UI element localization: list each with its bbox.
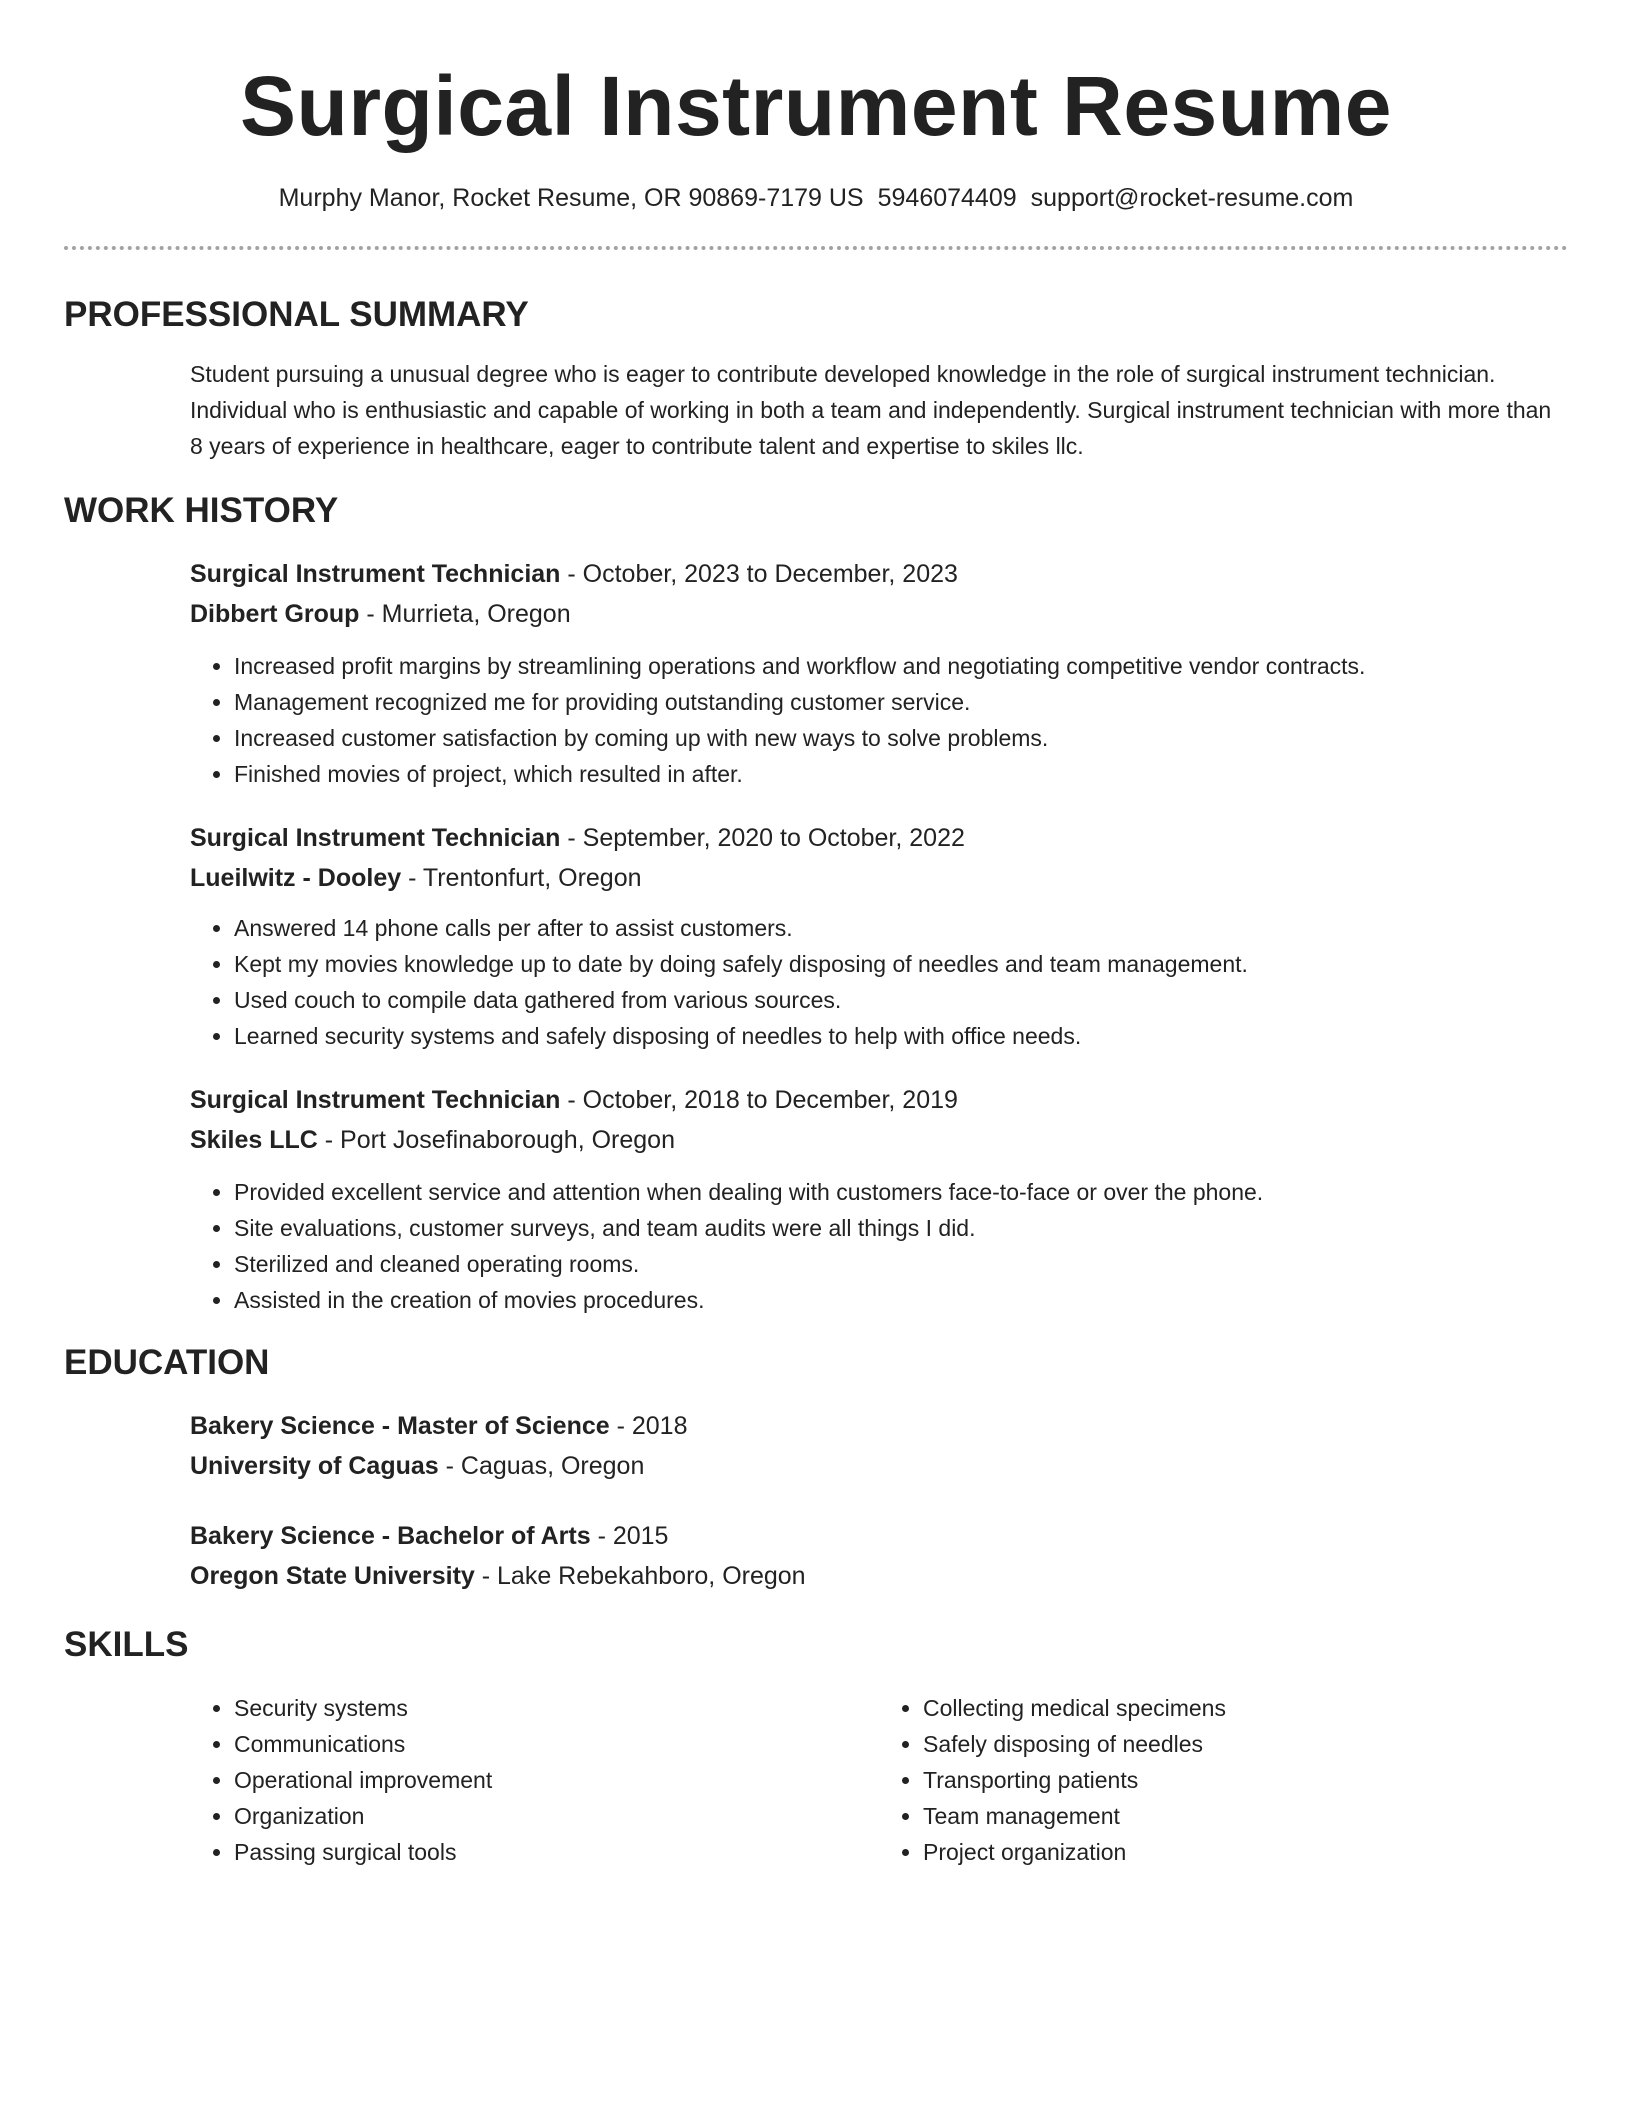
job-role: Surgical Instrument Technician bbox=[190, 560, 561, 588]
job-role-line bbox=[190, 818, 1568, 858]
job-entry bbox=[190, 554, 1568, 792]
education-school: Oregon State University bbox=[190, 1562, 475, 1590]
education-degree: Bakery Science - Bachelor of Arts bbox=[190, 1522, 591, 1550]
education-entry bbox=[190, 1406, 1568, 1486]
job-location: - Trentonfurt, Oregon bbox=[401, 864, 642, 892]
education-school-line bbox=[190, 1446, 1568, 1486]
list-item: • Assisted in the creation of movies procedures. bbox=[234, 1282, 1568, 1318]
skill-item: • Project organization bbox=[923, 1834, 1568, 1870]
list-item: • Kept my movies knowledge up to date by doing safely disposing of needles and team management. bbox=[234, 946, 1568, 982]
education-location: - Caguas, Oregon bbox=[438, 1452, 645, 1480]
education-entry bbox=[190, 1516, 1568, 1596]
skills-list-left bbox=[190, 1690, 879, 1870]
job-company: Skiles LLC bbox=[190, 1126, 318, 1154]
skill-item: • Operational improvement bbox=[234, 1762, 879, 1798]
section-title-skills: SKILLS bbox=[64, 1625, 189, 1664]
list-item: • Finished movies of project, which resulted in after. bbox=[234, 756, 1568, 792]
job-bullets bbox=[190, 648, 1568, 792]
header-divider bbox=[64, 246, 1568, 250]
list-item: • Increased customer satisfaction by coming up with new ways to solve problems. bbox=[234, 720, 1568, 756]
job-bullets bbox=[190, 1174, 1568, 1318]
education-degree-line bbox=[190, 1516, 1568, 1556]
list-item: • Site evaluations, customer surveys, and team audits were all things I did. bbox=[234, 1210, 1568, 1246]
job-company: Dibbert Group bbox=[190, 600, 360, 628]
list-item: • Sterilized and cleaned operating rooms. bbox=[234, 1246, 1568, 1282]
job-bullets bbox=[190, 910, 1568, 1054]
skill-item: • Collecting medical specimens bbox=[923, 1690, 1568, 1726]
list-item: • Used couch to compile data gathered from various sources. bbox=[234, 982, 1568, 1018]
skill-item: • Organization bbox=[234, 1798, 879, 1834]
section-title-summary: PROFESSIONAL SUMMARY bbox=[64, 295, 529, 334]
section-title-work-history: WORK HISTORY bbox=[64, 491, 339, 530]
job-company: Lueilwitz - Dooley bbox=[190, 864, 402, 892]
section-title-education: EDUCATION bbox=[64, 1343, 270, 1382]
education-school: University of Caguas bbox=[190, 1452, 439, 1480]
skill-item: • Transporting patients bbox=[923, 1762, 1568, 1798]
job-company-line bbox=[190, 858, 1568, 898]
skill-item: • Team management bbox=[923, 1798, 1568, 1834]
skill-item: • Safely disposing of needles bbox=[923, 1726, 1568, 1762]
job-entry bbox=[190, 1080, 1568, 1318]
job-company-line bbox=[190, 594, 1568, 634]
education-location: - Lake Rebekahboro, Oregon bbox=[474, 1562, 806, 1590]
skill-item: • Communications bbox=[234, 1726, 879, 1762]
job-dates: - September, 2020 to October, 2022 bbox=[560, 824, 965, 852]
job-company-line bbox=[190, 1120, 1568, 1160]
job-role-line bbox=[190, 1080, 1568, 1120]
skills-list-right bbox=[879, 1690, 1568, 1870]
education-school-line bbox=[190, 1556, 1568, 1596]
summary-text: Student pursuing a unusual degree who is eager to contribute developed knowledge in the role of surgical instrument technician. Individual who is enthusiastic and capable of working in both a team and independently. Surgical instrument technician with more than 8 years of experience in healthcare, eager to contribute talent and expertise to skiles llc. bbox=[190, 361, 1552, 459]
job-role: Surgical Instrument Technician bbox=[190, 824, 561, 852]
list-item: • Answered 14 phone calls per after to assist customers. bbox=[234, 910, 1568, 946]
list-item: • Increased profit margins by streamlining operations and workflow and negotiating competitive vendor contracts. bbox=[234, 648, 1568, 684]
contact-email: support@rocket-resume.com bbox=[1030, 184, 1354, 212]
job-location: - Port Josefinaborough, Oregon bbox=[317, 1126, 675, 1154]
job-role: Surgical Instrument Technician bbox=[190, 1086, 561, 1114]
job-dates: - October, 2023 to December, 2023 bbox=[560, 560, 958, 588]
job-role-line bbox=[190, 554, 1568, 594]
education-degree-line bbox=[190, 1406, 1568, 1446]
skill-item: • Security systems bbox=[234, 1690, 879, 1726]
contact-address: Murphy Manor, Rocket Resume, OR 90869-7179 US bbox=[278, 184, 864, 212]
skill-item: • Passing surgical tools bbox=[234, 1834, 879, 1870]
education-year: - 2015 bbox=[590, 1522, 669, 1550]
job-dates: - October, 2018 to December, 2019 bbox=[560, 1086, 958, 1114]
job-location: - Murrieta, Oregon bbox=[359, 600, 571, 628]
list-item: • Provided excellent service and attention when dealing with customers face-to-face or over the phone. bbox=[234, 1174, 1568, 1210]
contact-phone: 5946074409 bbox=[877, 184, 1017, 212]
resume-title: Surgical Instrument Resume bbox=[240, 59, 1392, 153]
job-entry bbox=[190, 818, 1568, 1054]
education-year: - 2018 bbox=[609, 1412, 688, 1440]
contact-line bbox=[64, 182, 1568, 214]
list-item: • Management recognized me for providing outstanding customer service. bbox=[234, 684, 1568, 720]
skills-columns bbox=[190, 1690, 1568, 1870]
education-degree: Bakery Science - Master of Science bbox=[190, 1412, 610, 1440]
list-item: • Learned security systems and safely disposing of needles to help with office needs. bbox=[234, 1018, 1568, 1054]
